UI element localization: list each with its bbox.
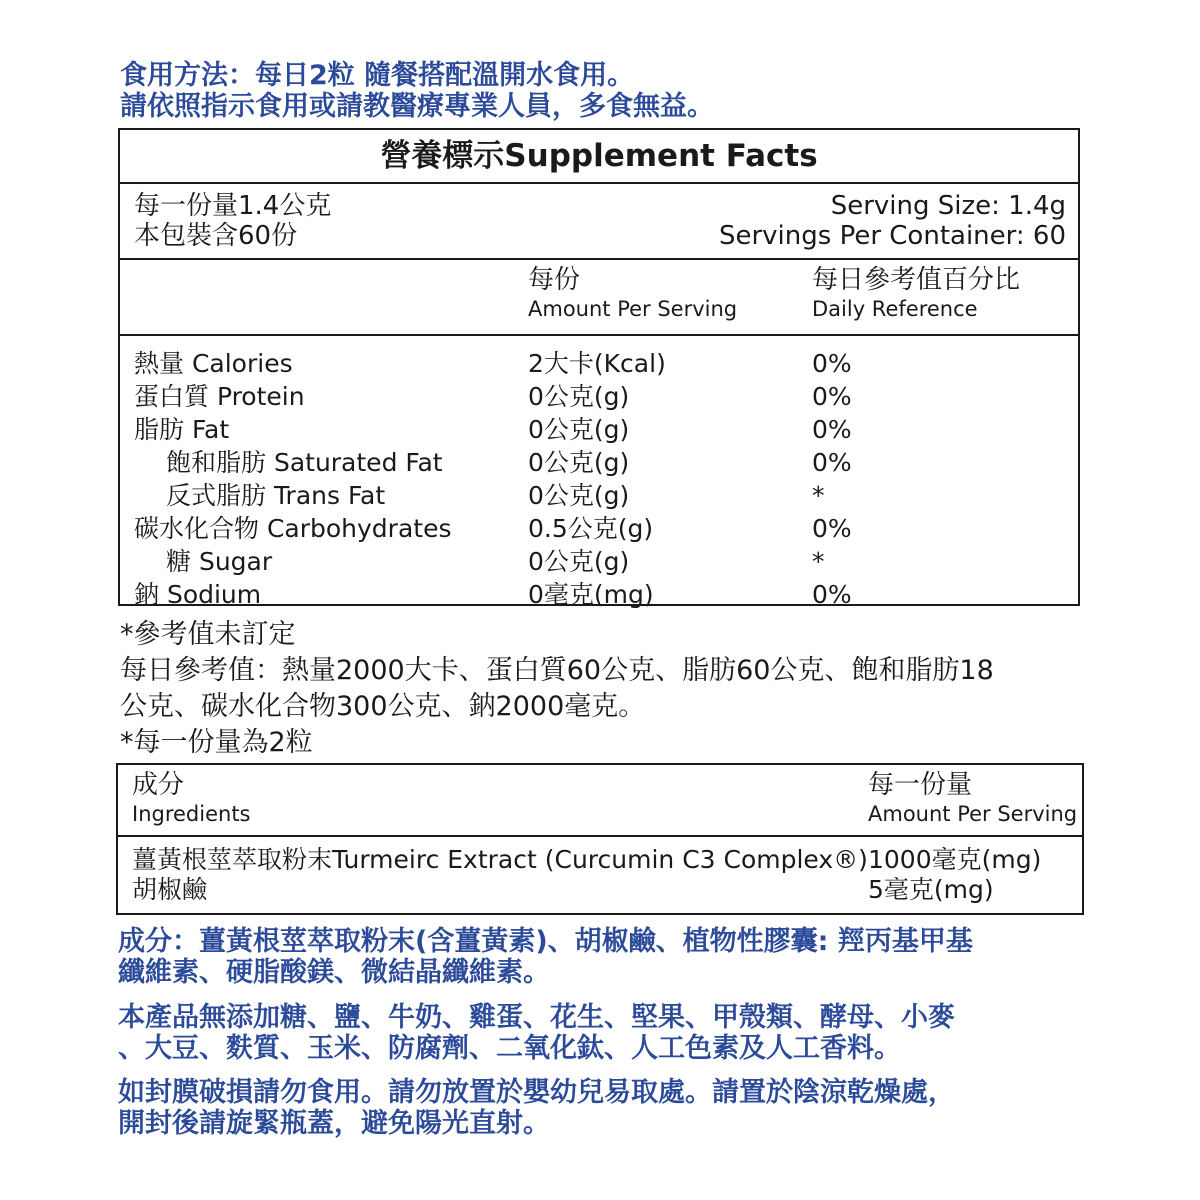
nutrition-row — [120, 380, 1078, 413]
nutrition-rows — [120, 336, 1078, 611]
nutrient-dv: 0% — [812, 580, 852, 609]
servings-per-container-en: Servings Per Container: 60 — [718, 221, 1066, 251]
ingredient-amount: 5毫克(mg) — [868, 875, 994, 904]
nutrition-row — [120, 545, 1078, 578]
ingredients-paragraph-line-2: 纖維素、硬脂酸鎂、微結晶纖維素。 — [118, 957, 550, 988]
storage-warning — [118, 1077, 955, 1139]
reference-notes — [120, 617, 994, 761]
ingredient-amount-header-en: Amount Per Serving — [868, 802, 1078, 826]
nutrient-amount: 0公克(g) — [528, 415, 630, 444]
nutrient-amount: 0.5公克(g) — [528, 514, 654, 543]
allergen-statement — [118, 1002, 955, 1064]
serving-size-en: Serving Size: 1.4g — [830, 191, 1066, 221]
ingredient-name: 薑黃根莖萃取粉末Turmeirc Extract (Curcumin C3 Complex®) — [132, 845, 868, 874]
nutrient-name: 蛋白質 Protein — [134, 382, 305, 411]
nutrient-amount: 0公克(g) — [528, 547, 630, 576]
allergen-line-1: 本產品無添加糖、鹽、牛奶、雞蛋、花生、堅果、甲殼類、酵母、小麥 — [118, 1002, 955, 1033]
supplement-facts-table — [118, 128, 1080, 609]
nutrient-dv: 0% — [812, 514, 852, 543]
nutrient-name: 熱量 Calories — [134, 349, 293, 378]
ingredients-paragraph-line-1: 成分：薑黃根莖萃取粉末(含薑黃素)、胡椒鹼、植物性膠囊: 羥丙基甲基 — [118, 926, 973, 957]
serving-info — [120, 184, 1078, 260]
note-daily-reference-1: 每日參考值：熱量2000大卡、蛋白質60公克、脂肪60公克、飽和脂肪18 — [120, 655, 994, 686]
serving-size-zh: 每一份量1.4公克 — [134, 191, 332, 221]
dv-header-zh: 每日參考值百分比 — [812, 265, 1021, 295]
usage-line-2: 請依照指示食用或請教醫療專業人員，多食無益。 — [120, 91, 714, 122]
nutrient-amount: 0公克(g) — [528, 448, 630, 477]
nutrient-name: 反式脂肪 Trans Fat — [166, 481, 386, 510]
allergen-line-2: 、大豆、麩質、玉米、防腐劑、二氧化鈦、人工色素及人工香料。 — [118, 1033, 901, 1064]
warning-line-1: 如封膜破損請勿食用。請勿放置於嬰幼兒易取處。請置於陰涼乾燥處， — [118, 1077, 955, 1108]
ingredients-table — [116, 763, 1084, 915]
nutrient-dv: 0% — [812, 415, 852, 444]
nutrient-dv: * — [812, 481, 825, 510]
nutrition-row — [120, 446, 1078, 479]
note-not-established: *參考值未訂定 — [120, 619, 296, 650]
servings-per-container-zh: 本包裝含60份 — [134, 221, 298, 251]
nutrient-name: 鈉 Sodium — [134, 580, 262, 609]
note-daily-reference-2: 公克、碳水化合物300公克、鈉2000毫克。 — [120, 691, 646, 722]
nutrient-amount: 2大卡(Kcal) — [528, 349, 666, 378]
nutrition-row — [120, 512, 1078, 545]
ingredients-header — [118, 765, 1082, 837]
nutrient-dv: 0% — [812, 349, 852, 378]
note-serving-capsules: *每一份量為2粒 — [120, 727, 313, 758]
ingredient-amount: 1000毫克(mg) — [868, 845, 1042, 874]
nutrient-dv: 0% — [812, 448, 852, 477]
nutrient-amount: 0公克(g) — [528, 481, 630, 510]
nutrient-name: 碳水化合物 Carbohydrates — [134, 514, 452, 543]
nutrient-name: 飽和脂肪 Saturated Fat — [166, 448, 443, 477]
nutrient-amount: 0公克(g) — [528, 382, 630, 411]
facts-column-header — [120, 260, 1078, 336]
amount-header-zh: 每份 — [528, 265, 581, 295]
ingredients-header-en: Ingredients — [132, 802, 251, 826]
ingredients-paragraph — [118, 926, 973, 988]
ingredient-amount-header-zh: 每一份量 — [868, 770, 973, 800]
nutrition-row — [120, 413, 1078, 446]
nutrient-dv: 0% — [812, 382, 852, 411]
dv-header-en: Daily Reference — [812, 297, 978, 321]
usage-line-1: 食用方法：每日2粒 隨餐搭配溫開水食用。 — [120, 60, 635, 91]
nutrient-name: 糖 Sugar — [166, 547, 273, 576]
amount-header-en: Amount Per Serving — [528, 297, 738, 321]
ingredient-name: 胡椒鹼 — [132, 875, 208, 904]
nutrition-row — [120, 479, 1078, 512]
nutrient-amount: 0毫克(mg) — [528, 580, 654, 609]
nutrient-dv: * — [812, 547, 825, 576]
ingredients-header-zh: 成分 — [132, 770, 185, 800]
facts-title: 營養標示Supplement Facts — [120, 130, 1078, 184]
nutrient-name: 脂肪 Fat — [134, 415, 230, 444]
warning-line-2: 開封後請旋緊瓶蓋，避免陽光直射。 — [118, 1108, 550, 1139]
nutrition-row — [120, 578, 1078, 611]
usage-instructions — [120, 60, 714, 122]
nutrition-row — [120, 347, 1078, 380]
